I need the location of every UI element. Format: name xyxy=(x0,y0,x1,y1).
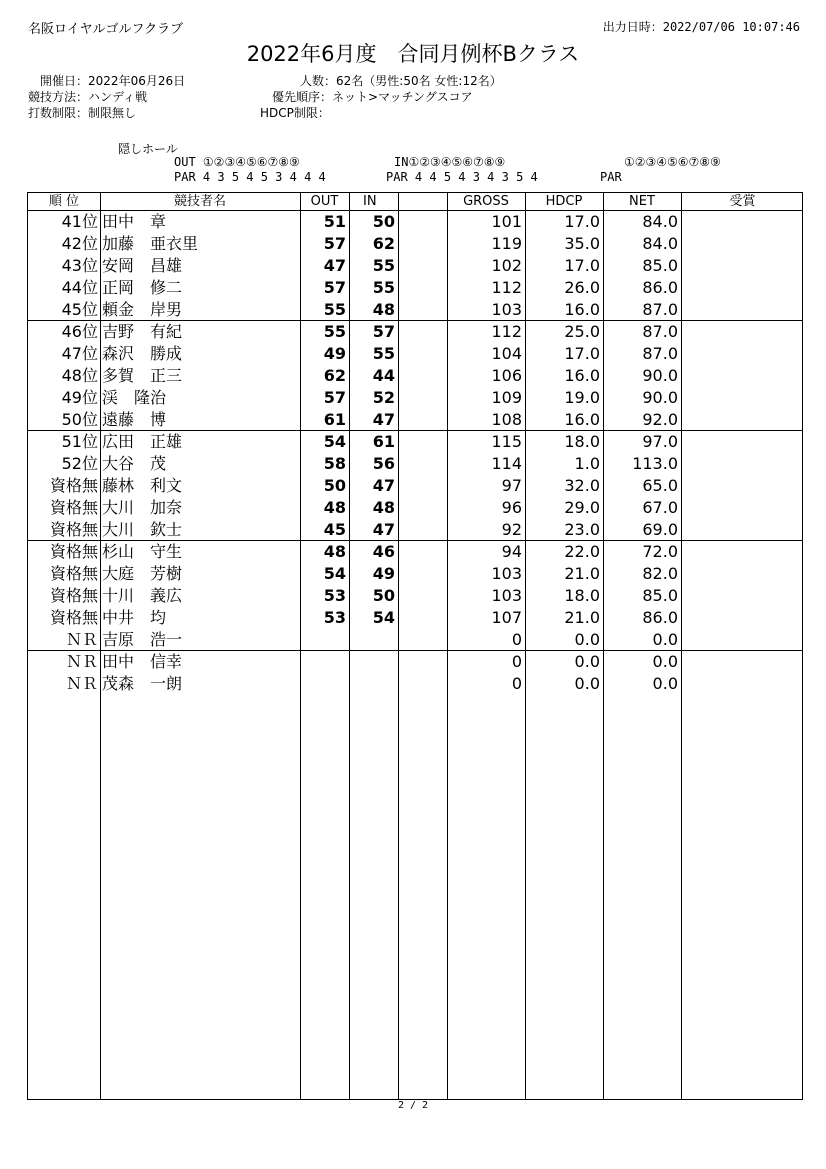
cell-net: 85.0 xyxy=(642,256,678,275)
table-row xyxy=(28,277,804,299)
cell-gross: 103 xyxy=(491,586,522,605)
cell-in: 54 xyxy=(372,608,395,627)
cell-in: 49 xyxy=(372,564,395,583)
cell-name: 渓 隆治 xyxy=(102,388,167,407)
cell-in: 50 xyxy=(372,586,395,605)
cell-rank: 48位 xyxy=(61,366,98,385)
par-out xyxy=(174,170,326,184)
cell-in xyxy=(349,673,395,695)
table-row xyxy=(28,453,804,475)
cell-out: 51 xyxy=(323,212,346,231)
out-label: OUT xyxy=(174,155,196,169)
cell-hdcp: 0.0 xyxy=(574,674,600,693)
table-row xyxy=(28,321,804,343)
cell-rank: ＮＲ xyxy=(65,630,98,649)
cell-gross: 114 xyxy=(491,454,522,473)
cell-net: 85.0 xyxy=(642,586,678,605)
cell-rank: 47位 xyxy=(61,344,98,363)
cell-name: 大川 加奈 xyxy=(102,498,183,517)
cell-in xyxy=(349,651,395,673)
meta-date-value: 2022年06月26日 xyxy=(88,74,186,88)
cell-net: 86.0 xyxy=(642,278,678,297)
cell-gross: 103 xyxy=(491,564,522,583)
cell-in: 46 xyxy=(372,542,395,561)
par-in xyxy=(386,170,538,184)
cell-name: 田中 章 xyxy=(102,212,167,231)
cell-out: 57 xyxy=(323,234,346,253)
cell-net: 0.0 xyxy=(652,674,678,693)
cell-name: 茂森 一朗 xyxy=(102,674,183,693)
cell-name: 藤林 利文 xyxy=(102,476,183,495)
cell-out: 55 xyxy=(323,300,346,319)
cell-rank: ＮＲ xyxy=(65,674,98,693)
in-label: IN xyxy=(394,155,409,169)
cell-out: 57 xyxy=(323,278,346,297)
par-in-values: 4 4 5 4 3 4 3 5 4 xyxy=(414,170,538,184)
cell-in: 48 xyxy=(372,498,395,517)
hidden-holes-label: 隠しホール xyxy=(118,142,178,156)
meta-method-value: ハンディ戦 xyxy=(88,90,148,104)
cell-in: 47 xyxy=(372,476,395,495)
cell-rank: 資格無 xyxy=(49,564,98,583)
cell-gross: 106 xyxy=(491,366,522,385)
meta-limit-value: 制限無し xyxy=(88,106,137,120)
cell-rank: 44位 xyxy=(61,278,98,297)
cell-in: 47 xyxy=(372,520,395,539)
cell-gross: 102 xyxy=(491,256,522,275)
cell-hdcp: 16.0 xyxy=(564,410,600,429)
cell-out: 54 xyxy=(323,564,346,583)
cell-net: 67.0 xyxy=(642,498,678,517)
cell-name: 大谷 茂 xyxy=(102,454,167,473)
cell-in: 55 xyxy=(372,278,395,297)
cell-gross: 97 xyxy=(501,476,522,495)
cell-gross: 94 xyxy=(501,542,522,561)
cell-in: 50 xyxy=(372,212,395,231)
cell-in: 61 xyxy=(372,432,395,451)
cell-hdcp: 25.0 xyxy=(564,322,600,341)
cell-hdcp: 17.0 xyxy=(564,212,600,231)
header-name: 競技者名 xyxy=(173,194,226,209)
cell-name: 正岡 修二 xyxy=(102,278,183,297)
results-table xyxy=(27,192,803,1100)
cell-out xyxy=(300,651,346,673)
cell-gross: 0 xyxy=(511,630,522,649)
cell-rank: 資格無 xyxy=(49,476,98,495)
cell-name: 中井 均 xyxy=(102,608,167,627)
cell-rank: 資格無 xyxy=(49,520,98,539)
cell-gross: 107 xyxy=(491,608,522,627)
hidden-holes-in xyxy=(394,155,505,169)
cell-gross: 101 xyxy=(491,212,522,231)
cell-net: 90.0 xyxy=(642,366,678,385)
club-name: 名阪ロイヤルゴルフクラブ xyxy=(28,22,184,37)
printed-timestamp xyxy=(603,18,800,35)
table-row xyxy=(28,431,804,453)
cell-rank: 52位 xyxy=(61,454,98,473)
cell-out: 53 xyxy=(323,608,346,627)
printed-at: 2022/07/06 10:07:46 xyxy=(662,20,800,34)
cell-gross: 103 xyxy=(491,300,522,319)
cell-rank: 資格無 xyxy=(49,498,98,517)
cell-in: 55 xyxy=(372,256,395,275)
cell-rank: 41位 xyxy=(61,212,98,231)
cell-name: 加藤 亜衣里 xyxy=(102,234,199,253)
cell-name: 大庭 芳樹 xyxy=(102,564,183,583)
cell-out: 49 xyxy=(323,344,346,363)
cell-net: 82.0 xyxy=(642,564,678,583)
cell-in: 56 xyxy=(372,454,395,473)
cell-in: 57 xyxy=(372,322,395,341)
cell-net: 87.0 xyxy=(642,300,678,319)
table-row xyxy=(28,299,804,321)
cell-out: 58 xyxy=(323,454,346,473)
in-hole-numbers: ①②③④⑤⑥⑦⑧⑨ xyxy=(408,155,506,169)
cell-rank: 45位 xyxy=(61,300,98,319)
cell-rank: 49位 xyxy=(61,388,98,407)
par-extra-label: PAR xyxy=(600,170,622,184)
meta-method-label: 競技方法 xyxy=(28,90,77,104)
meta-date: 開催日：2022年06月26日 xyxy=(40,74,186,88)
cell-name: 大川 欽士 xyxy=(102,520,183,539)
cell-name: 吉原 浩一 xyxy=(102,630,183,649)
header-in: IN xyxy=(363,194,377,209)
cell-hdcp: 0.0 xyxy=(574,652,600,671)
meta-method: 競技方法：ハンディ戦 xyxy=(28,90,148,104)
cell-name: 安岡 昌雄 xyxy=(102,256,183,275)
cell-rank: ＮＲ xyxy=(65,652,98,671)
hidden-holes-out xyxy=(174,155,300,169)
cell-net: 87.0 xyxy=(642,344,678,363)
table-row xyxy=(28,255,804,277)
cell-name: 杉山 守生 xyxy=(102,542,183,561)
header-net: NET xyxy=(629,194,655,209)
cell-in: 52 xyxy=(372,388,395,407)
cell-hdcp: 21.0 xyxy=(564,608,600,627)
par-out-label: PAR xyxy=(174,170,196,184)
cell-out: 54 xyxy=(323,432,346,451)
cell-gross: 96 xyxy=(501,498,522,517)
meta-hdcp-limit: HDCP制限： xyxy=(260,106,330,120)
par-out-values: 4 3 5 4 5 3 4 4 4 xyxy=(202,170,326,184)
cell-rank: 資格無 xyxy=(49,542,98,561)
out-hole-numbers: ①②③④⑤⑥⑦⑧⑨ xyxy=(202,155,300,169)
cell-out: 53 xyxy=(323,586,346,605)
cell-hdcp: 32.0 xyxy=(564,476,600,495)
cell-gross: 104 xyxy=(491,344,522,363)
cell-rank: 43位 xyxy=(61,256,98,275)
cell-hdcp: 17.0 xyxy=(564,344,600,363)
printed-label: 出力日時： xyxy=(602,20,663,34)
table-row xyxy=(28,563,804,585)
cell-net: 72.0 xyxy=(642,542,678,561)
table-row xyxy=(28,519,804,541)
page-number: 2 / 2 xyxy=(397,1100,429,1111)
cell-gross: 115 xyxy=(491,432,522,451)
table-row xyxy=(28,541,804,563)
cell-hdcp: 16.0 xyxy=(564,366,600,385)
cell-out: 55 xyxy=(323,322,346,341)
cell-out xyxy=(300,629,346,651)
cell-net: 0.0 xyxy=(652,652,678,671)
header-out: OUT xyxy=(310,194,339,209)
table-row xyxy=(28,211,804,233)
header-rank: 順 位 xyxy=(48,194,80,209)
cell-out: 50 xyxy=(323,476,346,495)
cell-gross: 0 xyxy=(511,652,522,671)
meta-limit-label: 打数制限 xyxy=(28,106,77,120)
cell-gross: 108 xyxy=(491,410,522,429)
cell-net: 65.0 xyxy=(642,476,678,495)
cell-gross: 112 xyxy=(491,322,522,341)
cell-hdcp: 22.0 xyxy=(564,542,600,561)
table-row xyxy=(28,497,804,519)
cell-rank: 資格無 xyxy=(49,608,98,627)
par-in-label: PAR xyxy=(386,170,408,184)
cell-in xyxy=(349,629,395,651)
meta-priority-value: ネット>マッチングスコア xyxy=(332,90,473,104)
table-row xyxy=(28,365,804,387)
cell-net: 0.0 xyxy=(652,630,678,649)
cell-hdcp: 35.0 xyxy=(564,234,600,253)
cell-gross: 109 xyxy=(491,388,522,407)
meta-count-label: 人数 xyxy=(300,74,325,88)
cell-hdcp: 29.0 xyxy=(564,498,600,517)
cell-gross: 0 xyxy=(511,674,522,693)
cell-gross: 119 xyxy=(491,234,522,253)
table-row xyxy=(28,343,804,365)
cell-in: 62 xyxy=(372,234,395,253)
cell-hdcp: 18.0 xyxy=(564,586,600,605)
cell-net: 92.0 xyxy=(642,410,678,429)
table-row xyxy=(28,629,804,651)
meta-date-label: 開催日 xyxy=(40,74,77,88)
cell-name: 十川 義広 xyxy=(102,586,183,605)
cell-hdcp: 17.0 xyxy=(564,256,600,275)
table-row xyxy=(28,673,804,695)
cell-name: 多賀 正三 xyxy=(102,366,183,385)
cell-hdcp: 21.0 xyxy=(564,564,600,583)
cell-rank: 46位 xyxy=(61,322,98,341)
cell-hdcp: 16.0 xyxy=(564,300,600,319)
cell-net: 84.0 xyxy=(642,234,678,253)
cell-hdcp: 0.0 xyxy=(574,630,600,649)
cell-out: 47 xyxy=(323,256,346,275)
table-row xyxy=(28,585,804,607)
meta-priority-label: 優先順序 xyxy=(272,90,321,104)
cell-hdcp: 1.0 xyxy=(574,454,600,473)
cell-net: 113.0 xyxy=(632,454,678,473)
table-row xyxy=(28,233,804,255)
cell-out: 61 xyxy=(323,410,346,429)
table-row xyxy=(28,651,804,673)
table-row xyxy=(28,607,804,629)
cell-hdcp: 26.0 xyxy=(564,278,600,297)
cell-gross: 112 xyxy=(491,278,522,297)
table-row xyxy=(28,409,804,431)
cell-in: 47 xyxy=(372,410,395,429)
cell-name: 遠藤 博 xyxy=(102,410,167,429)
hidden-holes-extra: ①②③④⑤⑥⑦⑧⑨ xyxy=(624,155,721,169)
cell-out: 48 xyxy=(323,542,346,561)
cell-net: 69.0 xyxy=(642,520,678,539)
table-row xyxy=(28,387,804,409)
cell-out: 62 xyxy=(323,366,346,385)
cell-name: 吉野 有紀 xyxy=(102,322,183,341)
cell-hdcp: 18.0 xyxy=(564,432,600,451)
cell-in: 44 xyxy=(372,366,395,385)
cell-out: 45 xyxy=(323,520,346,539)
cell-name: 頼金 岸男 xyxy=(102,300,183,319)
cell-net: 97.0 xyxy=(642,432,678,451)
cell-out: 57 xyxy=(323,388,346,407)
cell-gross: 92 xyxy=(501,520,522,539)
cell-name: 田中 信幸 xyxy=(102,652,183,671)
cell-net: 86.0 xyxy=(642,608,678,627)
cell-net: 87.0 xyxy=(642,322,678,341)
meta-count-value: 62名（男性:50名 女性:12名） xyxy=(336,74,502,88)
table-row xyxy=(28,475,804,497)
cell-net: 84.0 xyxy=(642,212,678,231)
cell-name: 広田 正雄 xyxy=(102,432,183,451)
cell-out: 48 xyxy=(323,498,346,517)
cell-in: 48 xyxy=(372,300,395,319)
meta-hdcp-limit-label: HDCP制限 xyxy=(260,106,318,120)
cell-out xyxy=(300,673,346,695)
document-title: 2022年6月度 合同月例杯Bクラス xyxy=(246,42,580,66)
cell-rank: 51位 xyxy=(61,432,98,451)
meta-count: 人数：62名（男性:50名 女性:12名） xyxy=(300,74,502,88)
cell-rank: 42位 xyxy=(61,234,98,253)
header-gross: GROSS xyxy=(463,194,509,209)
cell-rank: 資格無 xyxy=(49,586,98,605)
cell-rank: 50位 xyxy=(61,410,98,429)
header-hdcp: HDCP xyxy=(545,194,583,209)
meta-limit: 打数制限：制限無し xyxy=(28,106,137,120)
cell-hdcp: 19.0 xyxy=(564,388,600,407)
meta-priority: 優先順序：ネット>マッチングスコア xyxy=(272,90,473,104)
cell-name: 森沢 勝成 xyxy=(102,344,183,363)
header-award: 受賞 xyxy=(729,194,756,209)
header-blank xyxy=(398,193,447,210)
cell-hdcp: 23.0 xyxy=(564,520,600,539)
cell-net: 90.0 xyxy=(642,388,678,407)
cell-in: 55 xyxy=(372,344,395,363)
